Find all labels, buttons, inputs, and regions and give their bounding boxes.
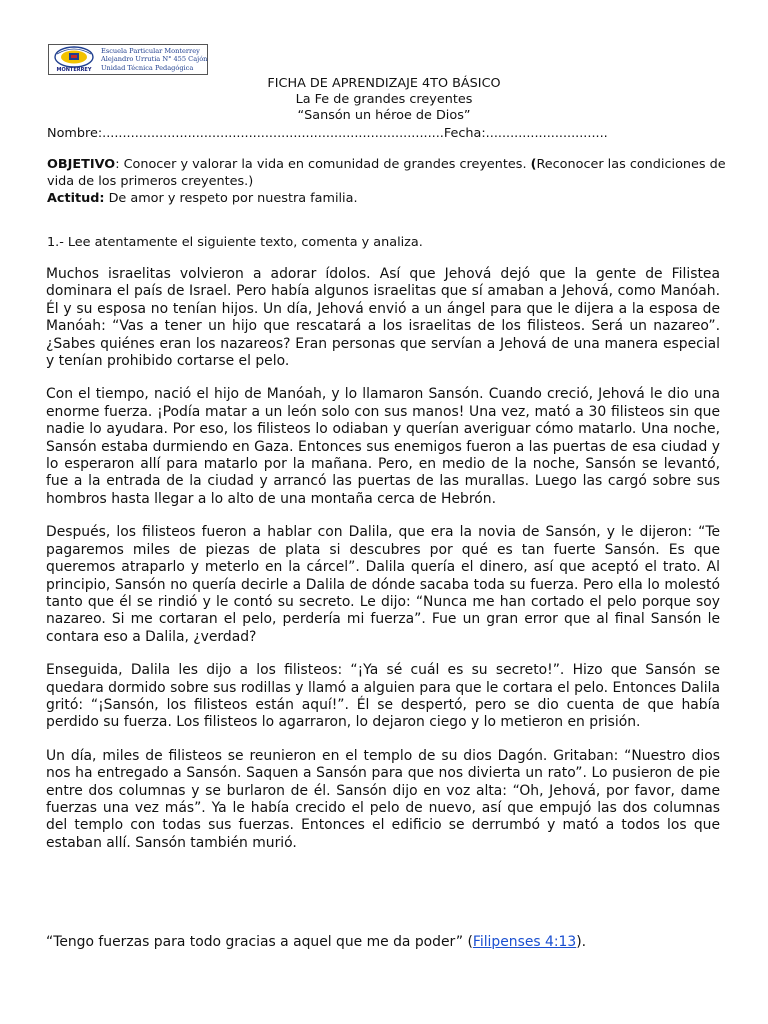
objective-label: OBJETIVO <box>47 157 116 172</box>
paragraph: Con el tiempo, nació el hijo de Manóah, y lo llamaron Sansón. Cuando creció, Jehová le dio una enorme fuerza. ¡Podía matar a un león solo con sus manos! Una vez, mató a 30 filisteos sin que nadie lo ayudara. Por eso, los filisteos lo odiaban y querían averiguar cómo matarlo. Una noche, Sansón estaba durmiendo en Gaza. Entonces sus enemigos fueron a las puertas de esa ciudad y lo esperaron allí para matarlo por la mañana. Pero, en medio de la noche, Sansón se levantó, fue a la entrada de la ciudad y arrancó las puertas de las murallas. Luego las cargó sobre sus hombros hasta llegar a lo alto de una montaña cerca de Hebrón. <box>46 386 720 507</box>
objective-block <box>47 156 727 207</box>
attitude-text: De amor y respeto por nuestra familia. <box>104 191 358 206</box>
paragraph: Después, los filisteos fueron a hablar con Dalila, que era la novia de Sansón, y le dijeron: “Te pagaremos miles de piezas de plata si descubres por qué es tan fuerte Sansón. Es que queremos atraparlo y meterlo en la cárcel”. Dalila quería el dinero, así que aceptó el trato. Al principio, Sansón no quería decirle a Dalila de dónde sacaba toda su fuerza. Pero ella lo molestó tanto que él se rindió y le contó su secreto. Le dijo: “Nunca me han cortado el pelo porque soy nazareo. Si me cortaran el pelo, perdería mi fuerza”. Fue un gran error que al final Sansón le contara eso a Dalila, ¿verdad? <box>46 524 720 645</box>
paragraph: Muchos israelitas volvieron a adorar ídolos. Así que Jehová dejó que la gente de Filistea dominara el país de Israel. Pero había algunos israelitas que sí amaban a Jehová, como Manóah. Él y su esposa no tenían hijos. Un día, Jehová envió a un ángel para que le dijera a la esposa de Manóah: “Vas a tener un hijo que rescatará a los israelitas de los filisteos. Será un nazareo”. ¿Sabes quiénes eran los nazareos? Eran personas que servían a Jehová de una manera especial y tenían prohibido cortarse el pelo. <box>46 266 720 370</box>
school-name: Escuela Particular Monterrey <box>101 46 200 55</box>
bible-quote <box>46 934 586 950</box>
title-line-1: FICHA DE APRENDIZAJE 4TO BÁSICO <box>267 76 501 91</box>
name-date-line: Nombre:....................................................................................Fecha:.............................. <box>47 126 608 141</box>
scripture-link[interactable]: Filipenses 4:13 <box>472 934 577 950</box>
school-address: Alejandro Urrutia N° 455 Cajón <box>101 55 208 64</box>
objective-paren: ( <box>530 157 537 172</box>
attitude-label: Actitud: <box>47 191 105 206</box>
objective-text: : Conocer y valorar la vida en comunidad de grandes creyentes. <box>115 157 531 172</box>
logo-text: MONTERREY <box>56 67 92 73</box>
objective-text-2: Reconocer las condiciones de vida de los primeros creyentes.) <box>47 157 726 189</box>
school-logo <box>53 46 95 73</box>
school-header <box>48 44 208 75</box>
paragraph: Enseguida, Dalila les dijo a los filisteos: “¡Ya sé cuál es su secreto!”. Hizo que Sansón se quedara dormido sobre sus rodillas y llamó a alguien para que le cortara el pelo. Entonces Dalila gritó: “¡Sansón, los filisteos están aquí!”. Él se despertó, pero se dio cuenta de que había perdido su fuerza. Los filisteos lo agarraron, lo dejaron ciego y lo metieron en prisión. <box>46 662 720 731</box>
title-line-3: “Sansón un héroe de Dios” <box>297 108 471 123</box>
school-unit: Unidad Técnica Pedagógica <box>101 63 194 72</box>
paragraph: Un día, miles de filisteos se reunieron en el templo de su dios Dagón. Gritaban: “Nuestro dios nos ha entregado a Sansón. Saquen a Sansón para que nos divierta un rato”. Lo pusieron de pie entre dos columnas y se burlaron de él. Sansón dijo en voz alta: “Oh, Jehová, por favor, dame fuerzas una vez más”. Ya le había crecido el pelo de nuevo, así que empujó las dos columnas del templo con todas sus fuerzas. Entonces el edificio se derrumbó y mató a todos los que estaban allí. Sansón también murió. <box>46 747 720 851</box>
story-text <box>46 266 720 868</box>
worksheet-title <box>0 76 768 124</box>
instruction: 1.- Lee atentamente el siguiente texto, comenta y analiza. <box>47 235 423 250</box>
quote-text: “Tengo fuerzas para todo gracias a aquel que me da poder” ( <box>46 934 473 950</box>
quote-close: ). <box>576 934 587 950</box>
title-line-2: La Fe de grandes creyentes <box>295 92 473 107</box>
school-info <box>101 47 207 72</box>
